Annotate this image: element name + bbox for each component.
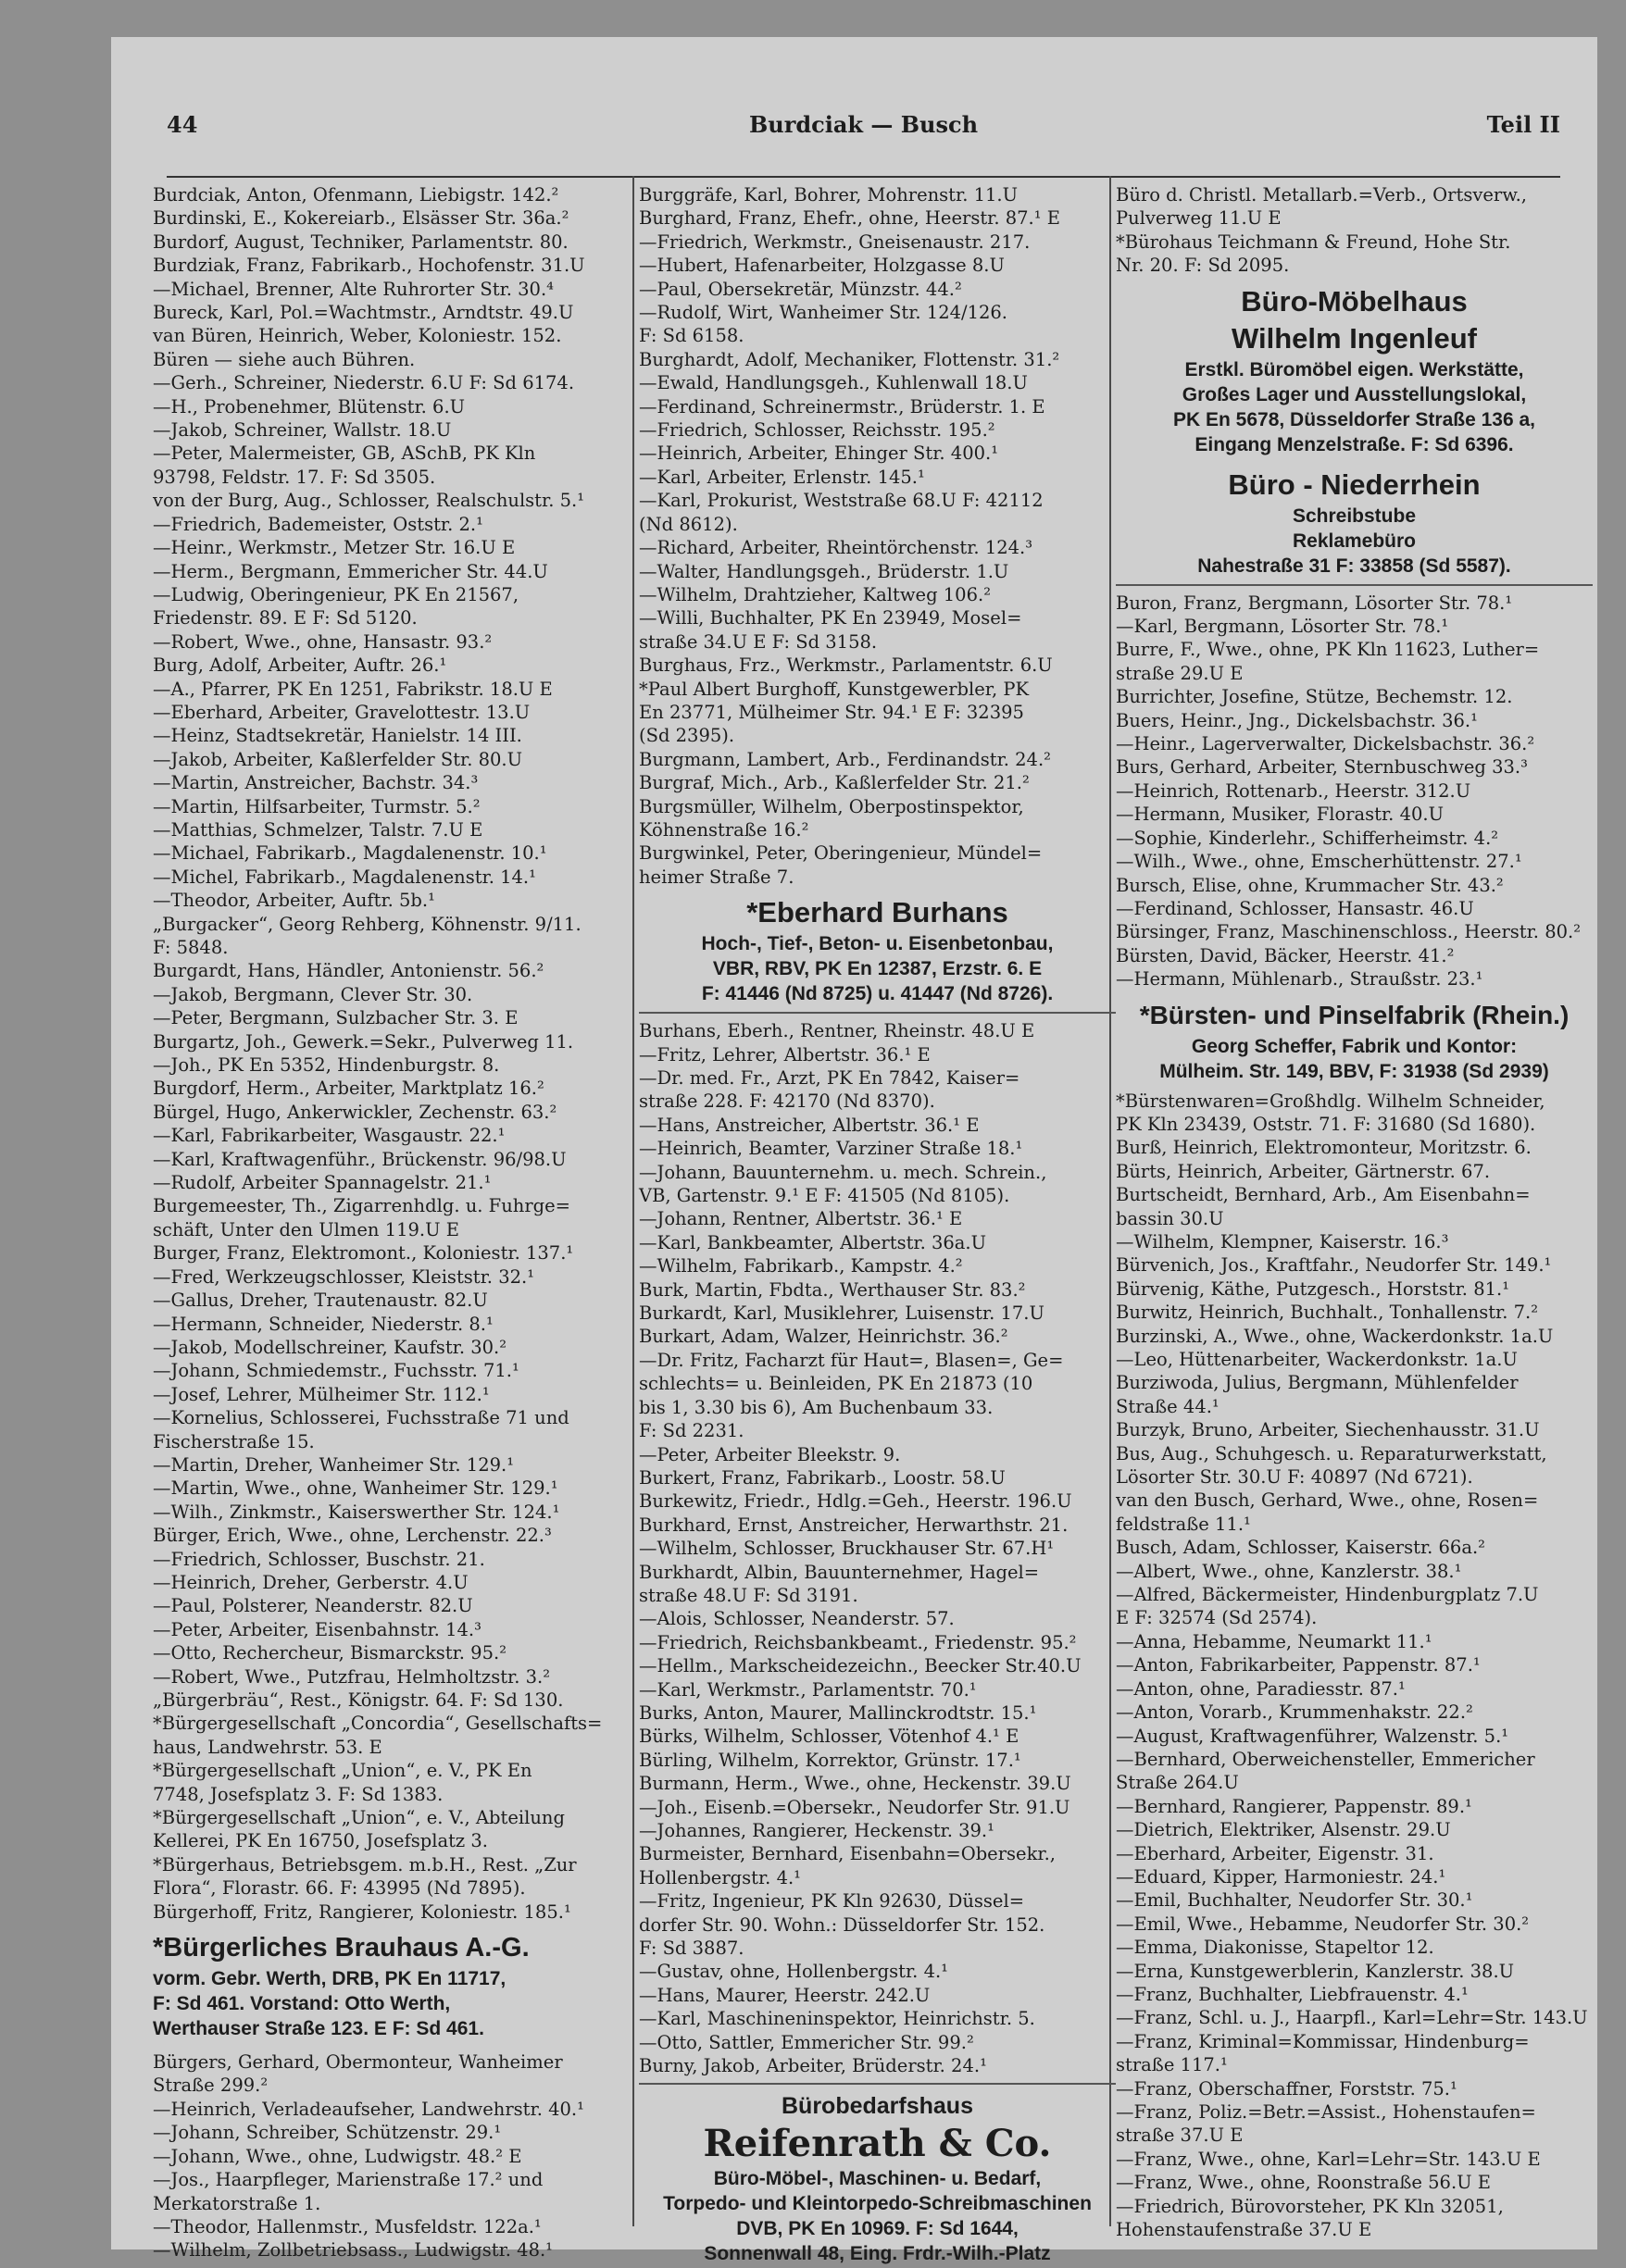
directory-entry: —Peter, Bergmann, Sulzbacher Str. 3. E: [153, 1007, 519, 1029]
directory-entry: —Heinrich, Dreher, Gerberstr. 4.U: [153, 1571, 469, 1593]
directory-entry: bis 1, 3.30 bis 6), Am Buchenbaum 33.: [639, 1396, 994, 1418]
ad-line: vorm. Gebr. Werth, DRB, PK En 11717,: [153, 1968, 507, 1990]
directory-entry: —Leo, Hüttenarbeiter, Wackerdonkstr. 1a.U: [1116, 1349, 1518, 1370]
directory-entry: —Friedrich, Reichsbankbeamt., Friedenstr. 95.²: [639, 1631, 1077, 1653]
ad-title: *Bürgerliches Brauhaus A.-G.: [153, 1933, 530, 1963]
directory-entry: —Heinr., Werkmstr., Metzer Str. 16.U E: [153, 537, 516, 559]
directory-entry: —Franz, Kriminal=Kommissar, Hindenburg=: [1116, 2030, 1530, 2052]
directory-entry: straße 117.¹: [1116, 2054, 1228, 2076]
directory-entry: Köhnenstraße 16.²: [639, 818, 809, 841]
directory-entry: Bus, Aug., Schuhgesch. u. Reparaturwerkstatt,: [1116, 1442, 1547, 1464]
directory-entry: straße 48.U F: Sd 3191.: [639, 1584, 858, 1606]
directory-entry: (Sd 2395).: [639, 725, 735, 747]
directory-entry: —Martin, Anstreicher, Bachstr. 34.³: [153, 772, 479, 794]
directory-entry: —Wilhelm, Zollbetriebsass., Ludwigstr. 48.¹: [153, 2239, 553, 2262]
directory-entry: —Anton, Vorarb., Krummenhakstr. 22.²: [1116, 1701, 1473, 1724]
ad-line: Reklamebüro: [1292, 530, 1417, 552]
directory-entry: VB, Gartenstr. 9.¹ E F: 41505 (Nd 8105).: [639, 1185, 1010, 1207]
directory-entry: dorfer Str. 90. Wohn.: Düsseldorfer Str. 152.: [639, 1913, 1045, 1936]
directory-entry: Bürgerhoff, Fritz, Rangierer, Koloniestr. 185.¹: [153, 1900, 571, 1923]
ad-lines: [639, 931, 1116, 1006]
directory-entry: Burrichter, Josefine, Stütze, Bechemstr. 12.: [1116, 686, 1513, 708]
directory-entry: —Otto, Rechercheur, Bismarckstr. 95.²: [153, 1642, 507, 1664]
directory-entry: —Ferdinand, Schlosser, Hansastr. 46.U: [1116, 897, 1474, 919]
directory-entry: —Hermann, Schneider, Niederstr. 8.¹: [153, 1313, 494, 1335]
directory-entry: „Burgacker“, Georg Rehberg, Köhnenstr. 9/11.: [153, 913, 582, 935]
entry-list: [639, 183, 1116, 889]
ad-line: Torpedo- und Kleintorpedo-Schreibmaschinen: [663, 2193, 1092, 2215]
directory-entry: —Dr. med. Fr., Arzt, PK En 7842, Kaiser=: [639, 1067, 1020, 1089]
directory-entry: —Michel, Fabrikarb., Magdalenenstr. 14.¹: [153, 866, 536, 888]
directory-entry: Bürts, Heinrich, Arbeiter, Gärtnerstr. 67.: [1116, 1160, 1491, 1182]
directory-entry: Burzinski, A., Wwe., ohne, Wackerdonkstr. 1a.U: [1116, 1325, 1554, 1347]
directory-entry: —Rudolf, Wirt, Wanheimer Str. 124/126.: [639, 302, 1008, 324]
directory-entry: Burdciak, Anton, Ofenmann, Liebigstr. 142.²: [153, 184, 559, 206]
directory-entry: —Rudolf, Arbeiter Spannagelstr. 21.¹: [153, 1172, 492, 1194]
directory-entry: —Jakob, Arbeiter, Kaßlerfelder Str. 80.U: [153, 748, 523, 770]
directory-entry: Kellerei, PK En 16750, Josefsplatz 3.: [153, 1830, 488, 1852]
directory-entry: —Eberhard, Arbeiter, Gravelottestr. 13.U: [153, 701, 531, 723]
directory-entry: —Wilhelm, Schlosser, Bruckhauser Str. 67.H¹: [639, 1538, 1055, 1560]
directory-entry: —Richard, Arbeiter, Rheintörchenstr. 124.³: [639, 537, 1033, 559]
directory-entry: straße 228. F: 42170 (Nd 8370).: [639, 1090, 935, 1113]
directory-entry: *Bürgergesellschaft „Union“, e. V., Abteilung: [153, 1807, 565, 1829]
directory-entry: —Fritz, Lehrer, Albertstr. 36.¹ E: [639, 1043, 931, 1065]
directory-entry: —Matthias, Schmelzer, Talstr. 7.U E: [153, 818, 483, 841]
directory-entry: Hollenbergstr. 4.¹: [639, 1866, 801, 1888]
directory-entry: —Robert, Wwe., ohne, Hansastr. 93.²: [153, 630, 493, 653]
directory-entry: —Peter, Malermeister, GB, ASchB, PK Kln: [153, 442, 536, 465]
directory-entry: —Franz, Poliz.=Betr.=Assist., Hohenstaufen=: [1116, 2101, 1536, 2123]
directory-entry: Burk, Martin, Fbdta., Werthauser Str. 83.²: [639, 1278, 1026, 1301]
directory-entry: —Willi, Buchhalter, PK En 23949, Mosel=: [639, 607, 1022, 629]
directory-entry: —Martin, Wwe., ohne, Wanheimer Str. 129.¹: [153, 1477, 558, 1500]
directory-entry: —Wilh., Wwe., ohne, Emscherhüttenstr. 27.¹: [1116, 851, 1522, 873]
directory-entry: schäft, Unter den Ulmen 119.U E: [153, 1218, 459, 1240]
directory-entry: —Hans, Anstreicher, Albertstr. 36.¹ E: [639, 1114, 980, 1136]
directory-entry: —Friedrich, Werkmstr., Gneisenaustr. 217.: [639, 231, 1031, 253]
directory-entry: van Büren, Heinrich, Weber, Koloniestr. 152.: [153, 325, 562, 347]
directory-entry: *Bürstenwaren=Großhdlg. Wilhelm Schneider,: [1116, 1090, 1545, 1112]
directory-entry: —Michael, Brenner, Alte Ruhrorter Str. 30.⁴: [153, 278, 554, 300]
directory-entry: bassin 30.U: [1116, 1207, 1224, 1229]
directory-entry: Bürgers, Gerhard, Obermonteur, Wanheimer: [153, 2051, 563, 2074]
directory-entry: —Paul, Obersekretär, Münzstr. 44.²: [639, 278, 962, 300]
directory-entry: Fischerstraße 15.: [153, 1430, 315, 1452]
directory-entry: —Johann, Schreiber, Schützenstr. 29.¹: [153, 2122, 502, 2144]
ad-buergerliches-brauhaus: [153, 1929, 630, 2041]
divider: [1116, 584, 1593, 586]
directory-entry: Straße 44.¹: [1116, 1395, 1220, 1417]
directory-entry: Büro d. Christl. Metallarb.=Verb., Ortsverw.,: [1116, 184, 1527, 206]
directory-entry: —Franz, Buchhalter, Liebfrauenstr. 4.¹: [1116, 1983, 1469, 2005]
directory-entry: Bürvenich, Jos., Kraftfahr., Neudorfer Str. 149.¹: [1116, 1254, 1552, 1277]
directory-entry: Bureck, Karl, Pol.=Wachtmstr., Arndtstr. 49.U: [153, 302, 574, 324]
directory-entry: —Joh., PK En 5352, Hindenburgstr. 8.: [153, 1054, 500, 1077]
directory-entry: Burg, Adolf, Arbeiter, Auftr. 26.¹: [153, 654, 447, 677]
directory-entry: Burzyk, Bruno, Arbeiter, Siechenhausstr. 31.U: [1116, 1419, 1540, 1441]
running-title: Burdciak — Busch: [748, 111, 979, 138]
directory-entry: Burmann, Herm., Wwe., ohne, Heckenstr. 39.U: [639, 1773, 1071, 1795]
directory-entry: feldstraße 11.¹: [1116, 1513, 1251, 1535]
directory-entry: Burkhard, Ernst, Anstreicher, Herwarthstr. 21.: [639, 1514, 1069, 1536]
directory-entry: Buers, Heinr., Jng., Dickelsbachstr. 36.¹: [1116, 709, 1478, 731]
directory-entry: Burß, Heinrich, Elektromonteur, Moritzstr. 6.: [1116, 1137, 1532, 1159]
directory-entry: Nr. 20. F: Sd 2095.: [1116, 255, 1290, 277]
directory-entry: von der Burg, Aug., Schlosser, Realschulstr. 5.¹: [153, 490, 585, 512]
ad-line: Werthauser Straße 123. E F: Sd 461.: [153, 2018, 484, 2040]
directory-entry: —Fred, Werkzeugschlosser, Kleiststr. 32.¹: [153, 1265, 535, 1288]
directory-entry: Burgdorf, Herm., Arbeiter, Marktplatz 16.²: [153, 1078, 544, 1100]
directory-entry: —Gustav, ohne, Hollenbergstr. 4.¹: [639, 1961, 948, 1983]
directory-entry: —Heinrich, Rottenarb., Heerstr. 312.U: [1116, 779, 1471, 802]
directory-entry: Friedenstr. 89. E F: Sd 5120.: [153, 607, 418, 629]
directory-entry: —Wilhelm, Fabrikarb., Kampstr. 4.²: [639, 1255, 963, 1277]
directory-entry: —Ludwig, Oberingenieur, PK En 21567,: [153, 583, 519, 605]
directory-entry: —Emma, Diakonisse, Stapeltor 12.: [1116, 1937, 1434, 1959]
directory-entry: —Peter, Arbeiter Bleekstr. 9.: [639, 1443, 901, 1465]
directory-entry: —Peter, Arbeiter, Eisenbahnstr. 14.³: [153, 1618, 482, 1640]
ad-ingenleuf: [1116, 283, 1593, 457]
directory-entry: *Bürgergesellschaft „Union“, e. V., PK En: [153, 1760, 532, 1782]
directory-entry: —Jakob, Modellschreiner, Kaufstr. 30.²: [153, 1336, 507, 1358]
directory-entry: —Heinrich, Arbeiter, Ehinger Str. 400.¹: [639, 442, 999, 465]
directory-entry: Lösorter Str. 30.U F: 40897 (Nd 6721).: [1116, 1466, 1473, 1489]
header-rule: [167, 176, 1560, 178]
directory-entry: Bursch, Elise, ohne, Krummacher Str. 43.²: [1116, 874, 1504, 896]
ad-lines: [1116, 1034, 1593, 1084]
directory-entry: Burziwoda, Julius, Bergmann, Mühlenfelder: [1116, 1372, 1519, 1394]
page-number: 44: [167, 111, 198, 138]
directory-entry: Burdorf, August, Techniker, Parlamentstr. 80.: [153, 231, 569, 253]
directory-entry: Hohenstaufenstraße 37.U E: [1116, 2219, 1372, 2241]
directory-entry: van den Busch, Gerhard, Wwe., ohne, Rosen=: [1116, 1489, 1539, 1512]
ad-line: Eingang Menzelstraße. F: Sd 6396.: [1194, 433, 1514, 455]
directory-entry: —Fritz, Ingenieur, PK Kln 92630, Düssel=: [639, 1890, 1025, 1913]
entry-list: [153, 183, 630, 1924]
directory-entry: —Franz, Oberschaffner, Forststr. 75.¹: [1116, 2077, 1457, 2100]
directory-entry: —Hans, Maurer, Heerstr. 242.U: [639, 1984, 931, 2006]
directory-entry: —Karl, Bankbeamter, Albertstr. 36a.U: [639, 1231, 987, 1253]
directory-entry: *Bürgergesellschaft „Concordia“, Gesellschafts=: [153, 1713, 603, 1735]
directory-entry: Pulverweg 11.U E: [1116, 207, 1282, 230]
directory-entry: Burks, Anton, Maurer, Mallinckrodtstr. 15.¹: [639, 1701, 1037, 1724]
directory-entry: Straße 299.²: [153, 2075, 269, 2097]
ad-lines: [1116, 357, 1593, 457]
directory-entry: —Gerh., Schreiner, Niederstr. 6.U F: Sd 6174.: [153, 372, 575, 394]
directory-entry: Bürsten, David, Bäcker, Heerstr. 41.²: [1116, 944, 1455, 966]
directory-entry: —Friedrich, Bürovorsteher, PK Kln 32051,: [1116, 2195, 1504, 2217]
directory-entry: —Bernhard, Oberweichensteller, Emmericher: [1116, 1748, 1535, 1770]
directory-entry: Burdinski, E., Kokereiarb., Elsässer Str. 36a.²: [153, 207, 569, 230]
column-divider: [632, 176, 634, 2226]
directory-entry: Burger, Franz, Elektromont., Koloniestr. 137.¹: [153, 1242, 574, 1265]
directory-entry: —Karl, Prokurist, Weststraße 68.U F: 42112: [639, 490, 1044, 512]
directory-entry: —Albert, Wwe., ohne, Kanzlerstr. 38.¹: [1116, 1560, 1462, 1582]
ad-line: Sonnenwall 48, Eing. Frdr.-Wilh.-Platz: [704, 2243, 1051, 2265]
directory-entry: (Nd 8612).: [639, 513, 738, 535]
directory-entry: —Gallus, Dreher, Trautenaustr. 82.U: [153, 1290, 488, 1312]
directory-entry: —Martin, Hilfsarbeiter, Turmstr. 5.²: [153, 795, 481, 817]
directory-entry: —Sophie, Kinderlehr., Schifferheimstr. 4.²: [1116, 827, 1499, 849]
directory-entry: Buron, Franz, Bergmann, Lösorter Str. 78.¹: [1116, 592, 1513, 614]
directory-entry: —Kornelius, Schlosserei, Fuchsstraße 71 und: [153, 1407, 569, 1429]
directory-entry: Burdziak, Franz, Fabrikarb., Hochofenstr. 31.U: [153, 255, 585, 277]
ad-title: *Eberhard Burhans: [746, 896, 1008, 929]
directory-entry: —H., Probenehmer, Blütenstr. 6.U: [153, 395, 466, 417]
directory-entry: Burkart, Adam, Walzer, Heinrichstr. 36.²: [639, 1326, 1008, 1348]
directory-entry: heimer Straße 7.: [639, 866, 794, 888]
ad-title: Büro - Niederrhein: [1228, 467, 1481, 501]
directory-entry: Bürger, Erich, Wwe., ohne, Lerchenstr. 22.³: [153, 1525, 552, 1547]
directory-entry: —Bernhard, Rangierer, Pappenstr. 89.¹: [1116, 1795, 1472, 1817]
directory-entry: —Franz, Schl. u. J., Haarpfl., Karl=Lehr=Str. 143.U: [1116, 2007, 1588, 2029]
directory-entry: *Bürohaus Teichmann & Freund, Hohe Str.: [1116, 231, 1511, 253]
directory-entry: —Franz, Wwe., ohne, Karl=Lehr=Str. 143.U E: [1116, 2148, 1541, 2170]
ad-line: Nahestraße 31 F: 33858 (Sd 5587).: [1197, 555, 1511, 577]
directory-entry: F: Sd 6158.: [639, 325, 744, 347]
directory-entry: —Eberhard, Arbeiter, Eigenstr. 31.: [1116, 1842, 1434, 1864]
directory-entry: —Heinr., Lagerverwalter, Dickelsbachstr. 36.²: [1116, 733, 1535, 755]
ad-line: Büro-Möbel-, Maschinen- u. Bedarf,: [713, 2168, 1042, 2190]
directory-entry: —Hubert, Hafenarbeiter, Holzgasse 8.U: [639, 255, 1005, 277]
ad-reifenrath: [639, 2090, 1116, 2266]
directory-entry: Burre, F., Wwe., ohne, PK Kln 11623, Luther=: [1116, 639, 1540, 661]
directory-entry: —Paul, Polsterer, Neanderstr. 82.U: [153, 1595, 473, 1617]
directory-entry: Bürvenig, Käthe, Putzgesch., Horststr. 81.¹: [1116, 1277, 1510, 1300]
directory-entry: —Ferdinand, Schreinermstr., Brüderstr. 1. E: [639, 395, 1045, 417]
directory-entry: —Hermann, Musiker, Florastr. 40.U: [1116, 804, 1445, 826]
directory-entry: Merkatorstraße 1.: [153, 2192, 321, 2214]
entry-list: [153, 2050, 630, 2262]
directory-entry: Burhans, Eberh., Rentner, Rheinstr. 48.U E: [639, 1020, 1035, 1042]
directory-entry: —Herm., Bergmann, Emmericher Str. 44.U: [153, 560, 548, 582]
directory-page: [111, 37, 1597, 2265]
ad-top: Bürobedarfshaus: [782, 2093, 973, 2120]
directory-entry: —Wilhelm, Klempner, Kaiserstr. 16.³: [1116, 1230, 1449, 1252]
directory-entry: —Heinrich, Beamter, Varziner Straße 18.¹: [639, 1138, 1023, 1160]
ad-line: Georg Scheffer, Fabrik und Kontor:: [1191, 1035, 1518, 1057]
directory-entry: —Karl, Kraftwagenführ., Brückenstr. 96/98.U: [153, 1148, 567, 1170]
directory-entry: F: Sd 3887.: [639, 1938, 744, 1960]
directory-entry: Burkhardt, Albin, Bauunternehmer, Hagel=: [639, 1561, 1040, 1583]
column-2: [639, 183, 1116, 2265]
directory-entry: Straße 264.U: [1116, 1772, 1239, 1794]
directory-entry: straße 34.U E F: Sd 3158.: [639, 630, 878, 653]
directory-entry: —Josef, Lehrer, Mülheimer Str. 112.¹: [153, 1383, 490, 1405]
ad-lines: [1116, 504, 1593, 579]
directory-entry: —Theodor, Arbeiter, Auftr. 5b.¹: [153, 890, 435, 912]
directory-entry: Busch, Adam, Schlosser, Kaiserstr. 66a.²: [1116, 1537, 1485, 1559]
directory-entry: —Erna, Kunstgewerblerin, Kanzlerstr. 38.U: [1116, 1960, 1515, 1982]
directory-entry: —Johann, Wwe., ohne, Ludwigstr. 48.² E: [153, 2145, 522, 2167]
ad-line: VBR, RBV, PK En 12387, Erzstr. 6. E: [712, 958, 1043, 980]
directory-entry: —Dr. Fritz, Facharzt für Haut=, Blasen=, Ge=: [639, 1349, 1064, 1371]
directory-entry: —Anton, ohne, Paradiesstr. 87.¹: [1116, 1677, 1406, 1700]
directory-entry: —Karl, Bergmann, Lösorter Str. 78.¹: [1116, 616, 1449, 638]
directory-entry: —Karl, Fabrikarbeiter, Wasgaustr. 22.¹: [153, 1125, 506, 1147]
entry-list: [639, 1019, 1116, 2077]
directory-entry: —Friedrich, Schlosser, Buschstr. 21.: [153, 1548, 485, 1570]
ad-scheffer: [1116, 997, 1593, 1084]
directory-entry: —Franz, Wwe., ohne, Roonstraße 56.U E: [1116, 2172, 1492, 2194]
directory-entry: Burwitz, Heinrich, Buchhalt., Tonhallenstr. 7.²: [1116, 1302, 1539, 1324]
directory-entry: —Eduard, Kipper, Harmoniestr. 24.¹: [1116, 1865, 1446, 1888]
directory-entry: Bürling, Wilhelm, Korrektor, Grünstr. 17.¹: [639, 1749, 1021, 1771]
directory-entry: —Johann, Schmiedemstr., Fuchsstr. 71.¹: [153, 1360, 519, 1382]
directory-entry: Flora“, Florastr. 66. F: 43995 (Nd 7895).: [153, 1877, 526, 1900]
directory-entry: —Johann, Rentner, Albertstr. 36.¹ E: [639, 1208, 963, 1230]
directory-entry: —Johannes, Rangierer, Heckenstr. 39.¹: [639, 1820, 994, 1841]
directory-entry: Burghard, Franz, Ehefr., ohne, Heerstr. 87.¹ E: [639, 207, 1060, 230]
directory-entry: haus, Landwehrstr. 53. E: [153, 1736, 382, 1758]
directory-entry: Burgardt, Hans, Händler, Antonienstr. 56.²: [153, 960, 544, 982]
directory-entry: —Karl, Maschineninspektor, Heinrichstr. 5.: [639, 2008, 1035, 2030]
ad-line: DVB, PK En 10969. F: Sd 1644,: [736, 2218, 1019, 2240]
directory-entry: —Hermann, Mühlenarb., Straußstr. 23.¹: [1116, 968, 1483, 991]
directory-entry: —Otto, Sattler, Emmericher Str. 99.²: [639, 2031, 974, 2053]
directory-entry: —Jos., Haarpfleger, Marienstraße 17.² und: [153, 2169, 544, 2191]
ad-line: Erstkl. Büromöbel eigen. Werkstätte,: [1184, 358, 1524, 380]
directory-entry: —Heinrich, Verladeaufseher, Landwehrstr. 40.¹: [153, 2098, 584, 2120]
ad-line: Mülheim. Str. 149, BBV, F: 31938 (Sd 2939): [1159, 1060, 1549, 1082]
directory-entry: —Martin, Dreher, Wanheimer Str. 129.¹: [153, 1453, 515, 1476]
directory-entry: —Alfred, Bäckermeister, Hindenburgplatz 7.U: [1116, 1584, 1539, 1606]
directory-entry: —A., Pfarrer, PK En 1251, Fabrikstr. 18.U E: [153, 678, 553, 700]
directory-entry: —Robert, Wwe., Putzfrau, Helmholtzstr. 3.²: [153, 1665, 551, 1688]
directory-entry: F: 5848.: [153, 937, 229, 958]
directory-entry: —Jakob, Schreiner, Wallstr. 18.U: [153, 419, 452, 442]
directory-entry: —Wilh., Zinkmstr., Kaiserswerther Str. 124.¹: [153, 1501, 560, 1523]
directory-entry: *Bürgerhaus, Betriebsgem. m.b.H., Rest. „Zur: [153, 1853, 577, 1875]
directory-entry: Burgwinkel, Peter, Oberingenieur, Mündel=: [639, 842, 1043, 865]
directory-entry: E F: 32574 (Sd 2574).: [1116, 1607, 1318, 1629]
directory-entry: 93798, Feldstr. 17. F: Sd 3505.: [153, 466, 436, 488]
directory-entry: Burkewitz, Friedr., Hdlg.=Geh., Heerstr. 196.U: [639, 1490, 1072, 1513]
divider: [639, 1012, 1116, 1014]
directory-entry: Burgartz, Joh., Gewerk.=Sekr., Pulverweg 11.: [153, 1030, 574, 1053]
directory-entry: *Paul Albert Burghoff, Kunstgewerbler, PK: [639, 678, 1030, 700]
directory-entry: straße 29.U E: [1116, 662, 1244, 684]
directory-entry: —Joh., Eisenb.=Obersekr., Neudorfer Str. 91.U: [639, 1796, 1070, 1818]
column-3: [1116, 183, 1593, 2241]
ad-lines: [153, 1966, 630, 2041]
directory-entry: —Friedrich, Bademeister, Oststr. 2.¹: [153, 513, 483, 535]
directory-entry: Bürgel, Hugo, Ankerwickler, Zechenstr. 63.²: [153, 1101, 557, 1123]
directory-entry: —Hellm., Markscheidezeichn., Beecker Str.40.U: [639, 1655, 1082, 1677]
directory-entry: Burny, Jakob, Arbeiter, Brüderstr. 24.¹: [639, 2055, 987, 2077]
ad-line: F: 41446 (Nd 8725) u. 41447 (Nd 8726).: [701, 983, 1054, 1005]
ad-title: Büro-Möbelhaus: [1241, 284, 1468, 318]
entry-list: [1116, 592, 1593, 991]
ad-line: Schreibstube: [1292, 505, 1417, 527]
ad-line: Hoch-, Tief-, Beton- u. Eisenbetonbau,: [701, 933, 1054, 955]
directory-entry: Burgmann, Lambert, Arb., Ferdinandstr. 24.²: [639, 748, 1051, 770]
column-1: [153, 183, 630, 2262]
directory-entry: PK Kln 23439, Oststr. 71. F: 31680 (Sd 1680).: [1116, 1113, 1536, 1135]
directory-entry: —Karl, Werkmstr., Parlamentstr. 70.¹: [639, 1678, 977, 1701]
directory-entry: —Dietrich, Elektriker, Alsenstr. 29.U: [1116, 1819, 1451, 1841]
directory-entry: F: Sd 2231.: [639, 1420, 744, 1442]
directory-entry: „Bürgerbräu“, Rest., Königstr. 64. F: Sd 130.: [153, 1689, 564, 1711]
directory-entry: Burgraf, Mich., Arb., Kaßlerfelder Str. 21.²: [639, 772, 1030, 794]
ad-title: *Bürsten- und Pinselfabrik (Rhein.): [1139, 1000, 1570, 1029]
directory-entry: —Jakob, Bergmann, Clever Str. 30.: [153, 983, 473, 1005]
directory-entry: Burgsmüller, Wilhelm, Oberpostinspektor,: [639, 795, 1024, 817]
ad-line: Großes Lager und Ausstellungslokal,: [1182, 383, 1527, 405]
directory-entry: —August, Kraftwagenführer, Walzenstr. 5.¹: [1116, 1725, 1509, 1747]
directory-entry: —Karl, Arbeiter, Erlenstr. 145.¹: [639, 466, 925, 488]
directory-entry: —Michael, Fabrikarb., Magdalenenstr. 10.¹: [153, 842, 547, 865]
directory-entry: —Anton, Fabrikarbeiter, Pappenstr. 87.¹: [1116, 1654, 1481, 1676]
ad-subtitle: Wilhelm Ingenleuf: [1232, 321, 1477, 355]
directory-entry: —Walter, Handlungsgeh., Brüderstr. 1.U: [639, 560, 1009, 582]
directory-entry: straße 37.U E: [1116, 2125, 1244, 2147]
ad-lines: [639, 2166, 1116, 2266]
directory-entry: Bürks, Wilhelm, Schlosser, Vötenhof 4.¹ E: [639, 1726, 1019, 1748]
directory-entry: —Alois, Schlosser, Neanderstr. 57.: [639, 1608, 955, 1630]
entry-list: [1116, 183, 1593, 278]
directory-entry: Burghardt, Adolf, Mechaniker, Flottenstr. 31.²: [639, 348, 1060, 370]
directory-entry: —Johann, Bauunternehm. u. mech. Schrein.,: [639, 1161, 1047, 1183]
directory-entry: Burs, Gerhard, Arbeiter, Sternbuschweg 33.³: [1116, 756, 1528, 779]
directory-entry: Burtscheidt, Bernhard, Arb., Am Eisenbahn=: [1116, 1184, 1531, 1206]
directory-entry: —Emil, Wwe., Hebamme, Neudorfer Str. 30.²: [1116, 1913, 1530, 1935]
directory-entry: —Theodor, Hallenmstr., Musfeldstr. 122a.¹: [153, 2215, 542, 2237]
directory-entry: —Friedrich, Schlosser, Reichsstr. 195.²: [639, 419, 995, 442]
directory-entry: Burkardt, Karl, Musiklehrer, Luisenstr. 17.U: [639, 1302, 1044, 1325]
ad-eberhard-burhans: [639, 894, 1116, 1006]
directory-entry: —Emil, Buchhalter, Neudorfer Str. 30.¹: [1116, 1889, 1473, 1912]
directory-entry: Bürsinger, Franz, Maschinenschloss., Heerstr. 80.²: [1116, 921, 1582, 943]
directory-entry: Burghaus, Frz., Werkmstr., Parlamentstr. 6.U: [639, 654, 1053, 677]
part-label: Teil II: [1486, 111, 1560, 138]
directory-entry: —Anna, Hebamme, Neumarkt 11.¹: [1116, 1630, 1432, 1652]
directory-entry: En 23771, Mülheimer Str. 94.¹ E F: 32395: [639, 701, 1024, 723]
directory-entry: Burgemeester, Th., Zigarrenhdlg. u. Fuhrge=: [153, 1195, 571, 1217]
ad-line: F: Sd 461. Vorstand: Otto Werth,: [153, 1993, 451, 2015]
page-header: [167, 111, 1560, 148]
divider: [639, 2083, 1116, 2085]
directory-entry: Burggräfe, Karl, Bohrer, Mohrenstr. 11.U: [639, 184, 1019, 206]
entry-list: [1116, 1090, 1593, 2242]
ad-title: Reifenrath & Co.: [703, 2122, 1052, 2166]
ad-line: PK En 5678, Düsseldorfer Straße 136 a,: [1172, 408, 1535, 430]
ad-buero-niederrhein: [1116, 467, 1593, 579]
directory-entry: Burmeister, Bernhard, Eisenbahn=Obersekr.,: [639, 1843, 1056, 1865]
directory-entry: 7748, Josefsplatz 3. F: Sd 1383.: [153, 1783, 444, 1805]
directory-entry: Burkert, Franz, Fabrikarb., Loostr. 58.U: [639, 1466, 1006, 1489]
directory-entry: —Ewald, Handlungsgeh., Kuhlenwall 18.U: [639, 372, 1028, 394]
directory-entry: Büren — siehe auch Bühren.: [153, 348, 416, 370]
directory-entry: —Wilhelm, Drahtzieher, Kaltweg 106.²: [639, 583, 992, 605]
directory-entry: schlechts= u. Beinleiden, PK En 21873 (10: [639, 1373, 1033, 1395]
directory-entry: —Heinz, Stadtsekretär, Hanielstr. 14 III.: [153, 725, 522, 747]
